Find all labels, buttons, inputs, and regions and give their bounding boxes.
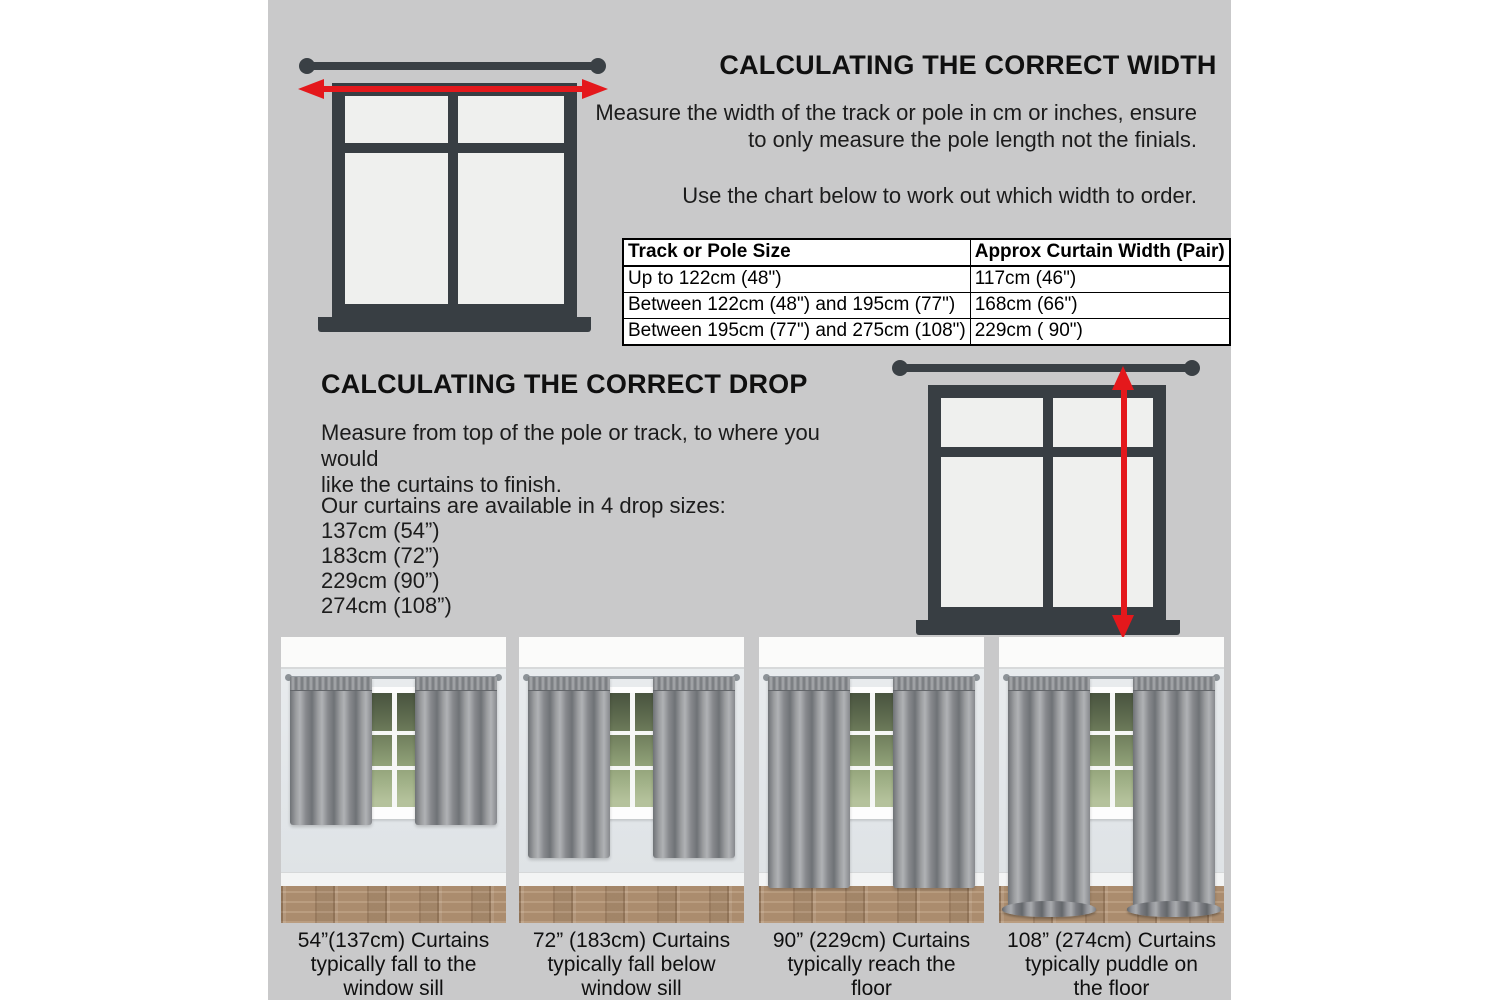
caption-line: typically reach the bbox=[787, 953, 956, 976]
drop-instructions-line1: Measure from top of the pole or track, to where you would bbox=[321, 420, 820, 471]
drop-section-title: CALCULATING THE CORRECT DROP bbox=[321, 369, 808, 399]
caption-line: 72” (183cm) Curtains bbox=[532, 929, 731, 952]
window-pane bbox=[941, 398, 1043, 447]
photo-caption-108in bbox=[999, 929, 1224, 1000]
caption-line: typically fall to the bbox=[310, 953, 477, 976]
photo-caption-72in bbox=[519, 929, 744, 1000]
width-instructions bbox=[577, 99, 1197, 153]
glazing-bar bbox=[630, 693, 635, 807]
caption-line: the floor bbox=[1073, 977, 1150, 1000]
drop-size-item: 183cm (72”) bbox=[321, 543, 440, 568]
photo-caption-54in bbox=[281, 929, 506, 1000]
window-sill bbox=[916, 620, 1180, 635]
curtain-panel bbox=[1008, 677, 1090, 912]
table-header-row bbox=[623, 239, 1230, 266]
caption-line: typically fall below bbox=[547, 953, 716, 976]
curtain-puddle bbox=[1002, 901, 1096, 917]
pencil-pleat-header bbox=[528, 677, 610, 691]
caption-line: window sill bbox=[581, 977, 682, 1000]
ceiling-coving bbox=[759, 637, 984, 669]
ceiling-coving bbox=[999, 637, 1224, 669]
column-header-pole-size: Track or Pole Size bbox=[623, 239, 970, 266]
drop-size-item: 137cm (54”) bbox=[321, 518, 440, 543]
pencil-pleat-header bbox=[768, 677, 850, 691]
ceiling-coving bbox=[281, 637, 506, 669]
window-pane bbox=[1053, 457, 1153, 607]
curtain-panel bbox=[768, 677, 850, 888]
glazing-bar bbox=[870, 693, 875, 807]
table-row bbox=[623, 266, 1230, 293]
pole-finial-icon bbox=[1184, 360, 1200, 376]
arrow-shaft bbox=[316, 86, 590, 92]
curtain-photo-54in bbox=[281, 637, 506, 923]
curtain-puddle bbox=[1127, 901, 1221, 917]
gray-content-panel bbox=[268, 0, 1231, 1000]
curtain-panel bbox=[653, 677, 735, 858]
caption-line: 108” (274cm) Curtains bbox=[1007, 929, 1216, 952]
table-cell-pole-size: Between 195cm (77") and 275cm (108") bbox=[623, 319, 970, 346]
glazing-bar bbox=[392, 693, 397, 807]
drop-sizes-intro: Our curtains are available in 4 drop sizes: bbox=[321, 493, 726, 518]
table-cell-curtain-width: 117cm (46") bbox=[970, 266, 1230, 293]
curtain-panel bbox=[528, 677, 610, 858]
window-diagram-width bbox=[332, 83, 577, 317]
pole-bar bbox=[307, 62, 598, 70]
glazing-bar bbox=[1110, 693, 1115, 807]
caption-line: window sill bbox=[343, 977, 444, 1000]
curtain-pole-diagram bbox=[299, 58, 606, 74]
drop-size-item: 229cm (90”) bbox=[321, 568, 440, 593]
window-sill bbox=[318, 317, 591, 332]
width-measure-arrow-icon bbox=[298, 79, 608, 99]
caption-line: floor bbox=[851, 977, 892, 1000]
wood-floor bbox=[519, 886, 744, 923]
wood-floor bbox=[281, 886, 506, 923]
caption-line: 90” (229cm) Curtains bbox=[772, 929, 971, 952]
curtain-panel bbox=[1133, 677, 1215, 912]
wood-floor bbox=[759, 886, 984, 923]
table-cell-pole-size: Between 122cm (48") and 195cm (77") bbox=[623, 293, 970, 319]
window-pane bbox=[941, 457, 1043, 607]
arrow-head-right bbox=[582, 79, 608, 99]
size-chart-table bbox=[622, 238, 1231, 346]
window-pane bbox=[458, 153, 564, 304]
curtain-photo-90in bbox=[759, 637, 984, 923]
curtain-photo-108in bbox=[999, 637, 1224, 923]
photo-caption-90in bbox=[759, 929, 984, 1000]
width-section-title: CALCULATING THE CORRECT WIDTH bbox=[719, 50, 1217, 80]
pencil-pleat-header bbox=[653, 677, 735, 691]
table-cell-curtain-width: 229cm ( 90") bbox=[970, 319, 1230, 346]
pole-bar bbox=[900, 364, 1192, 372]
curtain-panel bbox=[893, 677, 975, 888]
table-row bbox=[623, 293, 1230, 319]
curtain-photo-72in bbox=[519, 637, 744, 923]
drop-instructions-line2: like the curtains to finish. bbox=[321, 472, 562, 497]
width-chart-hint: Use the chart below to work out which width to order. bbox=[682, 183, 1197, 208]
curtain-pole-diagram bbox=[892, 360, 1200, 376]
pencil-pleat-header bbox=[415, 677, 497, 691]
width-instructions-line1: Measure the width of the track or pole in cm or inches, ensure bbox=[595, 100, 1197, 125]
window-pane bbox=[345, 96, 448, 143]
table-cell-curtain-width: 168cm (66") bbox=[970, 293, 1230, 319]
window-pane bbox=[458, 96, 564, 143]
table-row bbox=[623, 319, 1230, 346]
pencil-pleat-header bbox=[290, 677, 372, 691]
ceiling-coving bbox=[519, 637, 744, 669]
drop-sizes-list bbox=[321, 493, 881, 618]
window-pane bbox=[345, 153, 448, 304]
drop-measure-arrow-icon bbox=[1112, 366, 1135, 639]
caption-line: typically puddle on bbox=[1025, 953, 1198, 976]
caption-line: 54”(137cm) Curtains bbox=[297, 929, 490, 952]
column-header-curtain-width: Approx Curtain Width (Pair) bbox=[970, 239, 1230, 266]
curtain-panel bbox=[415, 677, 497, 825]
pencil-pleat-header bbox=[1133, 677, 1215, 691]
pole-finial-icon bbox=[590, 58, 606, 74]
arrow-head-bottom bbox=[1112, 615, 1134, 639]
pencil-pleat-header bbox=[1008, 677, 1090, 691]
table-cell-pole-size: Up to 122cm (48") bbox=[623, 266, 970, 293]
window-pane bbox=[1053, 398, 1153, 447]
curtain-panel bbox=[290, 677, 372, 825]
arrow-shaft bbox=[1121, 382, 1127, 623]
pencil-pleat-header bbox=[893, 677, 975, 691]
drop-instructions bbox=[321, 420, 881, 498]
width-instructions-line2: to only measure the pole length not the finials. bbox=[748, 127, 1197, 152]
drop-size-item: 274cm (108”) bbox=[321, 593, 452, 618]
